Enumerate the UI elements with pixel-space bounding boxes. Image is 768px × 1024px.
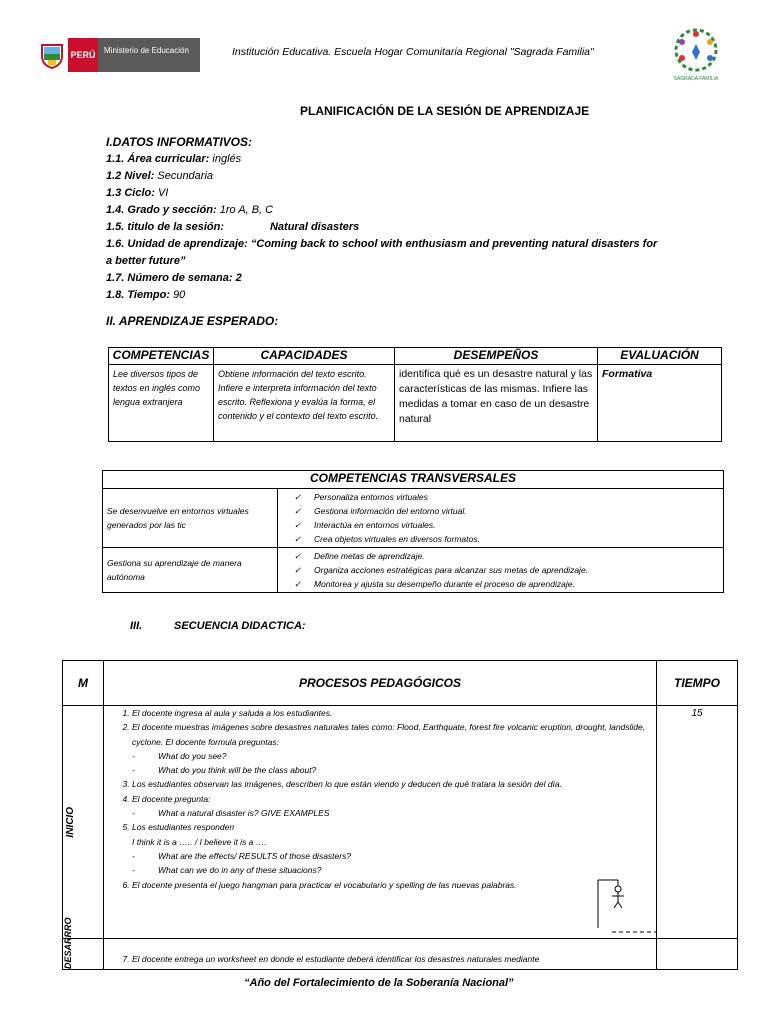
titulo-line: 1.5. titulo de la sesión: Natural disasters bbox=[106, 221, 360, 233]
col-capacidades: CAPACIDADES bbox=[214, 348, 395, 365]
datos-heading: I.DATOS INFORMATIVOS: bbox=[106, 135, 252, 149]
hangman-image bbox=[594, 878, 658, 942]
transversal-label: Se desenvuelve en entornos virtuales generados por las tic bbox=[103, 489, 278, 548]
list-item: ✓ Gestiona información del entorno virtual. bbox=[294, 504, 719, 518]
desarrollo-cell bbox=[63, 917, 104, 970]
list-item: ✓ Monitorea y ajusta su desempeño durante el proceso de aprendizaje. bbox=[294, 577, 719, 591]
list-item: ✓ Define metas de aprendizaje. bbox=[294, 549, 719, 563]
transversal-row bbox=[103, 548, 724, 593]
capacidades-cell: Obtiene información del texto escrito. Infiere e interpreta información del texto escrito. Reflexiona y evalúa la forma, el contenido y el contexto del texto escrito. bbox=[214, 365, 395, 442]
col-m: M bbox=[63, 661, 104, 706]
inicio-procesos bbox=[104, 706, 657, 939]
institution-name: Institución Educativa. Escuela Hogar Comunitaria Regional "Sagrada Familia" bbox=[232, 46, 594, 58]
transversal-items bbox=[278, 548, 724, 593]
col-competencias: COMPETENCIAS bbox=[109, 348, 214, 365]
inicio-cell bbox=[63, 706, 104, 939]
list-item: 2. El docente muestras imágenes sobre desastres naturales tales como: Flood, Earthquate, forest fire volcanic eruption, drought, landslide, cyclone. El docente formula preguntas: - What do you see? - What do you think will be the class about? bbox=[132, 720, 652, 777]
school-logo bbox=[664, 24, 728, 88]
desarrollo-row bbox=[63, 939, 738, 970]
peru-label: PERÚ bbox=[68, 38, 98, 72]
desarrollo-procesos bbox=[104, 939, 657, 970]
evaluacion-cell: Formativa bbox=[598, 365, 722, 442]
list-item: ✓ Crea objetos virtuales en diversos formatos. bbox=[294, 532, 719, 546]
list-item: ✓ Personaliza entornos virtuales bbox=[294, 490, 719, 504]
col-evaluacion: EVALUACIÓN bbox=[598, 348, 722, 365]
transversales-heading: COMPETENCIAS TRANSVERSALES bbox=[103, 471, 724, 489]
footer-motto: “Año del Fortalecimiento de la Soberanía Nacional” bbox=[244, 977, 514, 989]
list-item: 5. Los estudiantes responden I think it is a ….. / I believe it is a …. - What are the effects/ RESULTS of those disasters? - What can we do in any of these situacions? bbox=[132, 820, 652, 877]
inicio-row bbox=[63, 706, 738, 939]
inicio-time: 15 bbox=[657, 706, 738, 939]
secuencia-table bbox=[62, 660, 738, 970]
svg-text:SAGRADA FAMILIA: SAGRADA FAMILIA bbox=[673, 76, 719, 82]
list-item: 7. El docente entrega un worksheet en donde el estudiante deberá identificar los desastres naturales mediante bbox=[132, 952, 652, 966]
minedu-logo bbox=[36, 38, 200, 72]
area-line: 1.1. Área curricular: inglés bbox=[106, 153, 242, 165]
aprendizaje-header-row bbox=[109, 348, 722, 365]
inicio-label: INICIO bbox=[65, 806, 76, 838]
desarrollo-time bbox=[657, 939, 738, 970]
list-item: 3. Los estudiantes observan las imágenes, describen lo que están viendo y deducen de qué tratara la sesión del día. bbox=[132, 777, 652, 791]
col-tiempo: TIEMPO bbox=[657, 661, 738, 706]
ciclo-line: 1.3 Ciclo: VI bbox=[106, 187, 169, 199]
aprendizaje-heading: II. APRENDIZAJE ESPERADO: bbox=[106, 314, 279, 328]
list-item: ✓ Organiza acciones estratégicas para alcanzar sus metas de aprendizaje. bbox=[294, 563, 719, 577]
list-item: 6. El docente presenta el juego hangman para practicar el vocabulario y spelling de las nuevas palabras. bbox=[132, 878, 532, 892]
tiempo-line: 1.8. Tiempo: 90 bbox=[106, 289, 186, 301]
datos-informativos bbox=[106, 134, 666, 304]
list-item: 1. El docente ingresa al aula y saluda a los estudiantes. bbox=[132, 706, 652, 720]
secuencia-header-row bbox=[63, 661, 738, 706]
nivel-line: 1.2 Nivel: Secundaria bbox=[106, 170, 214, 182]
peru-crest-icon bbox=[36, 38, 68, 72]
col-procesos: PROCESOS PEDAGÓGICOS bbox=[104, 661, 657, 706]
list-item: 4. El docente pregunta: - What a natural disaster is? GIVE EXAMPLES bbox=[132, 792, 652, 821]
desarrollo-label: DESARRRO bbox=[63, 917, 73, 969]
grado-line: 1.4. Grado y sección: 1ro A, B, C bbox=[106, 204, 274, 216]
aprendizaje-table bbox=[108, 347, 722, 442]
desempenos-cell: identifica qué es un desastre natural y las características de las mismas. Infiere las medidas a tomar en caso de un desastre natural bbox=[395, 365, 598, 442]
list-item: ✓ Interactúa en entornos virtuales. bbox=[294, 518, 719, 532]
transversal-label: Gestiona su aprendizaje de manera autónoma bbox=[103, 548, 278, 593]
competencia-cell: Lee diversos tipos de textos en inglés como lengua extranjera bbox=[109, 365, 214, 442]
semana-line: 1.7. Número de semana: 2 bbox=[106, 272, 242, 284]
col-desempenos: DESEMPEÑOS bbox=[395, 348, 598, 365]
transversales-table bbox=[102, 470, 724, 593]
page-title: PLANIFICACIÓN DE LA SESIÓN DE APRENDIZAJE bbox=[300, 104, 590, 118]
transversal-items bbox=[278, 489, 724, 548]
secuencia-heading: III. SECUENCIA DIDACTICA: bbox=[130, 620, 306, 632]
unidad-line: 1.6. Unidad de aprendizaje: “Coming back to school with enthusiasm and preventing natural disasters for a better future” bbox=[106, 238, 658, 267]
ministry-label: Ministerio de Educación bbox=[98, 38, 200, 72]
aprendizaje-row bbox=[109, 365, 722, 442]
transversal-row bbox=[103, 489, 724, 548]
